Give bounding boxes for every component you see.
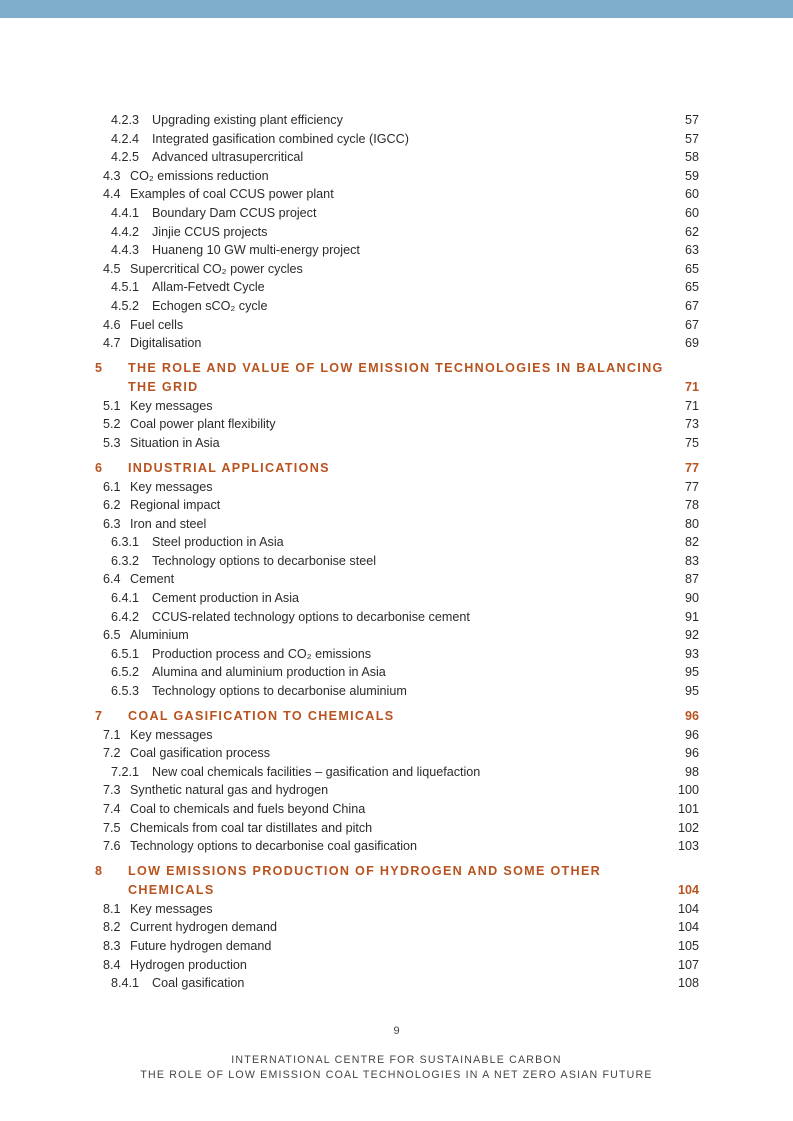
footer — [0, 1053, 793, 1083]
toc-entry-title: Technology options to decarbonise steel — [152, 553, 377, 568]
toc-entry-page: 95 — [684, 684, 699, 699]
toc-entry-title: Coal to chemicals and fuels beyond China — [130, 802, 366, 816]
toc-entry[interactable] — [95, 130, 699, 149]
toc-entry[interactable] — [95, 682, 699, 701]
toc-entry-number: 7.3 — [103, 783, 121, 798]
toc-entry-page: 65 — [684, 280, 699, 295]
toc-entry-number: 7.6 — [103, 839, 121, 854]
toc-entry[interactable] — [95, 167, 699, 186]
toc-entry-number: 4.2.5 — [111, 150, 140, 165]
toc-entry[interactable] — [95, 496, 699, 515]
toc-entry-title: Echogen sCO₂ cycle — [152, 298, 268, 313]
chapter-number: 5 — [95, 360, 104, 375]
toc-chapter-heading[interactable] — [95, 862, 699, 900]
toc-entry-number: 8.4.1 — [111, 976, 140, 991]
toc-entry-number: 7.1 — [103, 727, 121, 742]
header-band — [0, 0, 793, 18]
toc-entry-title: Synthetic natural gas and hydrogen — [130, 783, 329, 798]
toc-entry-page: 59 — [684, 168, 699, 183]
toc-entry[interactable] — [95, 744, 699, 763]
toc-entry[interactable] — [95, 334, 699, 353]
toc-entry-page: 71 — [684, 398, 699, 413]
toc-entry[interactable] — [95, 223, 699, 242]
toc-entry-number: 6.5.3 — [111, 684, 140, 699]
toc-entry-number: 6.5 — [103, 628, 121, 643]
toc-entry-number: 4.2.3 — [111, 113, 140, 127]
toc-entry[interactable] — [95, 570, 699, 589]
toc-entry-title: Coal power plant flexibility — [130, 417, 276, 432]
toc-entry-title: Steel production in Asia — [152, 535, 284, 550]
toc-entry-page: 62 — [684, 224, 699, 239]
chapter-title: INDUSTRIAL APPLICATIONS — [128, 460, 330, 475]
toc-entry[interactable] — [95, 837, 699, 856]
toc-entry[interactable] — [95, 204, 699, 223]
toc-entry-number: 6.5.1 — [111, 646, 140, 661]
toc-entry-number: 6.1 — [103, 479, 121, 494]
toc-entry-page: 107 — [677, 957, 699, 972]
toc-entry[interactable] — [95, 260, 699, 279]
toc-entry-title: Key messages — [130, 901, 213, 916]
toc-entry-number: 8.1 — [103, 901, 121, 916]
toc-entry-number: 6.2 — [103, 498, 121, 513]
toc-entry-title: Key messages — [130, 398, 213, 413]
toc-entry-number: 6.5.2 — [111, 665, 140, 680]
toc-entry-number: 7.2.1 — [111, 764, 140, 779]
toc-entry-title: Coal gasification — [152, 976, 245, 991]
toc-entry[interactable] — [95, 397, 699, 416]
toc-entry-page: 75 — [684, 435, 699, 450]
toc-entry-page: 65 — [684, 261, 699, 276]
toc-entry-title: Allam-Fetvedt Cycle — [152, 280, 265, 295]
toc-entry-title: Production process and CO₂ emissions — [152, 646, 372, 661]
toc-entry-page: 73 — [684, 417, 699, 432]
toc-entry-title: Chemicals from coal tar distillates and pitch — [130, 820, 373, 835]
toc-entry-page: 90 — [684, 591, 699, 606]
toc-entry[interactable] — [95, 626, 699, 645]
toc-entry-number: 4.5 — [103, 261, 121, 276]
toc-entry-number: 4.4.3 — [111, 243, 140, 258]
toc-entry-title: Future hydrogen demand — [130, 938, 272, 953]
chapter-number: 7 — [95, 708, 104, 723]
toc-entry-title: Situation in Asia — [130, 435, 220, 450]
chapter-page: 96 — [684, 708, 699, 723]
toc-entry-title: Key messages — [130, 727, 213, 742]
toc-entry[interactable] — [95, 645, 699, 664]
toc-entry-number: 7.5 — [103, 820, 121, 835]
toc-entry-title: New coal chemicals facilities – gasification and liquefaction — [152, 764, 481, 779]
toc-entry[interactable] — [95, 552, 699, 571]
toc-entry[interactable] — [95, 900, 699, 919]
toc-entry[interactable] — [95, 800, 699, 819]
toc-chapter-heading[interactable] — [95, 359, 699, 397]
toc-entry[interactable] — [95, 608, 699, 627]
chapter-page: 71 — [684, 379, 699, 394]
toc-entry-page: 98 — [684, 764, 699, 779]
toc-entry-title: Digitalisation — [130, 336, 202, 351]
toc-entry-number: 8.4 — [103, 957, 121, 972]
toc-entry[interactable] — [95, 434, 699, 453]
toc-entry-page: 101 — [677, 802, 699, 816]
toc-entry-number: 4.5.1 — [111, 280, 140, 295]
toc-entry-page: 93 — [684, 646, 699, 661]
toc-entry-number: 5.2 — [103, 417, 121, 432]
toc-chapter-heading[interactable] — [95, 707, 699, 726]
toc-entry-page: 108 — [677, 976, 699, 991]
footer-organization: INTERNATIONAL CENTRE FOR SUSTAINABLE CARBON — [231, 1054, 562, 1066]
toc-entry-page: 80 — [684, 516, 699, 531]
toc-entry[interactable] — [95, 974, 699, 993]
chapter-number: 8 — [95, 863, 104, 878]
toc-entry[interactable] — [95, 278, 699, 297]
toc-entry[interactable] — [95, 763, 699, 782]
toc-entry-page: 82 — [684, 535, 699, 550]
toc-entry-title: CCUS-related technology options to decarbonise cement — [152, 609, 470, 624]
toc-entry-number: 8.2 — [103, 920, 121, 935]
chapter-page: 104 — [677, 882, 699, 897]
toc-entry-page: 63 — [684, 243, 699, 258]
toc-entry[interactable] — [95, 111, 699, 130]
toc-entry-number: 4.3 — [103, 168, 121, 183]
toc-entry-title: Hydrogen production — [130, 957, 247, 972]
toc-entry-page: 105 — [677, 938, 699, 953]
toc-entry-page: 67 — [684, 317, 699, 332]
toc-entry-page: 102 — [677, 820, 699, 835]
toc-entry-title: Current hydrogen demand — [130, 920, 278, 935]
toc-entry-title: Supercritical CO₂ power cycles — [130, 261, 303, 276]
chapter-title: LOW EMISSIONS PRODUCTION OF HYDROGEN AND SOME OTHER CHEMICALS — [128, 863, 602, 897]
toc-entry-title: Advanced ultrasupercritical — [152, 150, 304, 165]
toc-entry-number: 7.4 — [103, 802, 121, 816]
toc-entry-number: 6.4 — [103, 572, 121, 587]
toc-entry-page: 69 — [684, 336, 699, 351]
toc-entry-page: 60 — [684, 205, 699, 220]
toc-entry-title: Cement production in Asia — [152, 591, 300, 606]
toc-entry-title: Cement — [130, 572, 175, 587]
toc-entry[interactable] — [95, 663, 699, 682]
toc-entry-page: 83 — [684, 553, 699, 568]
toc-entry[interactable] — [95, 937, 699, 956]
toc-entry-page: 103 — [677, 839, 699, 854]
toc-entry-number: 4.4.1 — [111, 205, 140, 220]
toc-entry-page: 104 — [677, 901, 699, 916]
toc-entry-page: 77 — [684, 479, 699, 494]
toc-entry[interactable] — [95, 316, 699, 335]
toc-entry-number: 6.4.1 — [111, 591, 140, 606]
toc-entry-page: 96 — [684, 746, 699, 761]
toc-entry[interactable] — [95, 781, 699, 800]
toc-entry-number: 4.2.4 — [111, 131, 140, 146]
toc-entry-page: 95 — [684, 665, 699, 680]
toc-entry[interactable] — [95, 819, 699, 838]
toc-entry-number: 6.3.2 — [111, 553, 140, 568]
toc-entry-number: 7.2 — [103, 746, 121, 761]
toc-entry-page: 60 — [684, 187, 699, 202]
toc-entry-number: 4.4.2 — [111, 224, 140, 239]
toc-entry-title: Examples of coal CCUS power plant — [130, 187, 334, 202]
toc-entry[interactable] — [95, 241, 699, 260]
toc-entry-title: Fuel cells — [130, 317, 184, 332]
toc-entry-title: Boundary Dam CCUS project — [152, 205, 317, 220]
toc-entry[interactable] — [95, 148, 699, 167]
toc-entry-title: Alumina and aluminium production in Asia — [152, 665, 386, 680]
toc-entry-number: 5.3 — [103, 435, 121, 450]
toc-entry-number: 4.6 — [103, 317, 121, 332]
footer-report-title: THE ROLE OF LOW EMISSION COAL TECHNOLOGIES IN A NET ZERO ASIAN FUTURE — [140, 1069, 653, 1081]
toc-entry-page: 57 — [684, 113, 699, 127]
toc-entry-title: Integrated gasification combined cycle (IGCC) — [152, 131, 409, 146]
toc-entry[interactable] — [95, 533, 699, 552]
toc-entry-page: 58 — [684, 150, 699, 165]
toc-entry-page: 67 — [684, 298, 699, 313]
toc-entry[interactable] — [95, 297, 699, 316]
toc-entry[interactable] — [95, 726, 699, 745]
chapter-title: THE ROLE AND VALUE OF LOW EMISSION TECHNOLOGIES IN BALANCING THE GRID — [128, 360, 664, 394]
toc-entry-title: Technology options to decarbonise aluminium — [152, 684, 407, 699]
toc-entry-title: Technology options to decarbonise coal gasification — [130, 839, 418, 854]
toc-entry-title: Huaneng 10 GW multi-energy project — [152, 243, 360, 258]
toc-entry[interactable] — [95, 515, 699, 534]
toc-entry-page: 78 — [684, 498, 699, 513]
toc-entry-page: 104 — [677, 920, 699, 935]
toc-entry-page: 91 — [684, 609, 699, 624]
toc-entry-page: 96 — [684, 727, 699, 742]
toc-entry[interactable] — [95, 918, 699, 937]
toc-chapter-heading[interactable] — [95, 459, 699, 478]
toc-entry[interactable] — [95, 415, 699, 434]
toc-entry-number: 8.3 — [103, 938, 121, 953]
page-number: 9 — [393, 1025, 400, 1037]
toc-entry-number: 4.7 — [103, 336, 121, 351]
toc-entry-number: 5.1 — [103, 398, 121, 413]
toc-entry-number: 6.3.1 — [111, 535, 140, 550]
table-of-contents — [95, 111, 699, 993]
toc-entry-title: Jinjie CCUS projects — [152, 224, 268, 239]
toc-entry-title: Upgrading existing plant efficiency — [152, 113, 343, 127]
toc-entry-page: 100 — [677, 783, 699, 798]
toc-entry-page: 92 — [684, 628, 699, 643]
toc-entry-number: 4.5.2 — [111, 298, 140, 313]
toc-entry-title: Regional impact — [130, 498, 221, 513]
toc-entry[interactable] — [95, 478, 699, 497]
chapter-page: 77 — [684, 460, 699, 475]
toc-entry-number: 6.3 — [103, 516, 121, 531]
toc-entry-title: Aluminium — [130, 628, 189, 643]
toc-entry-page: 87 — [684, 572, 699, 587]
toc-entry-title: Iron and steel — [130, 516, 207, 531]
toc-entry-number: 6.4.2 — [111, 609, 140, 624]
toc-entry-page: 57 — [684, 131, 699, 146]
toc-entry[interactable] — [95, 589, 699, 608]
chapter-title: COAL GASIFICATION TO CHEMICALS — [128, 708, 395, 723]
toc-entry-title: Key messages — [130, 479, 213, 494]
toc-entry-title: CO₂ emissions reduction — [130, 168, 269, 183]
toc-entry-title: Coal gasification process — [130, 746, 271, 761]
chapter-number: 6 — [95, 460, 104, 475]
toc-entry-number: 4.4 — [103, 187, 121, 202]
toc-entry[interactable] — [95, 956, 699, 975]
toc-entry[interactable] — [95, 185, 699, 204]
